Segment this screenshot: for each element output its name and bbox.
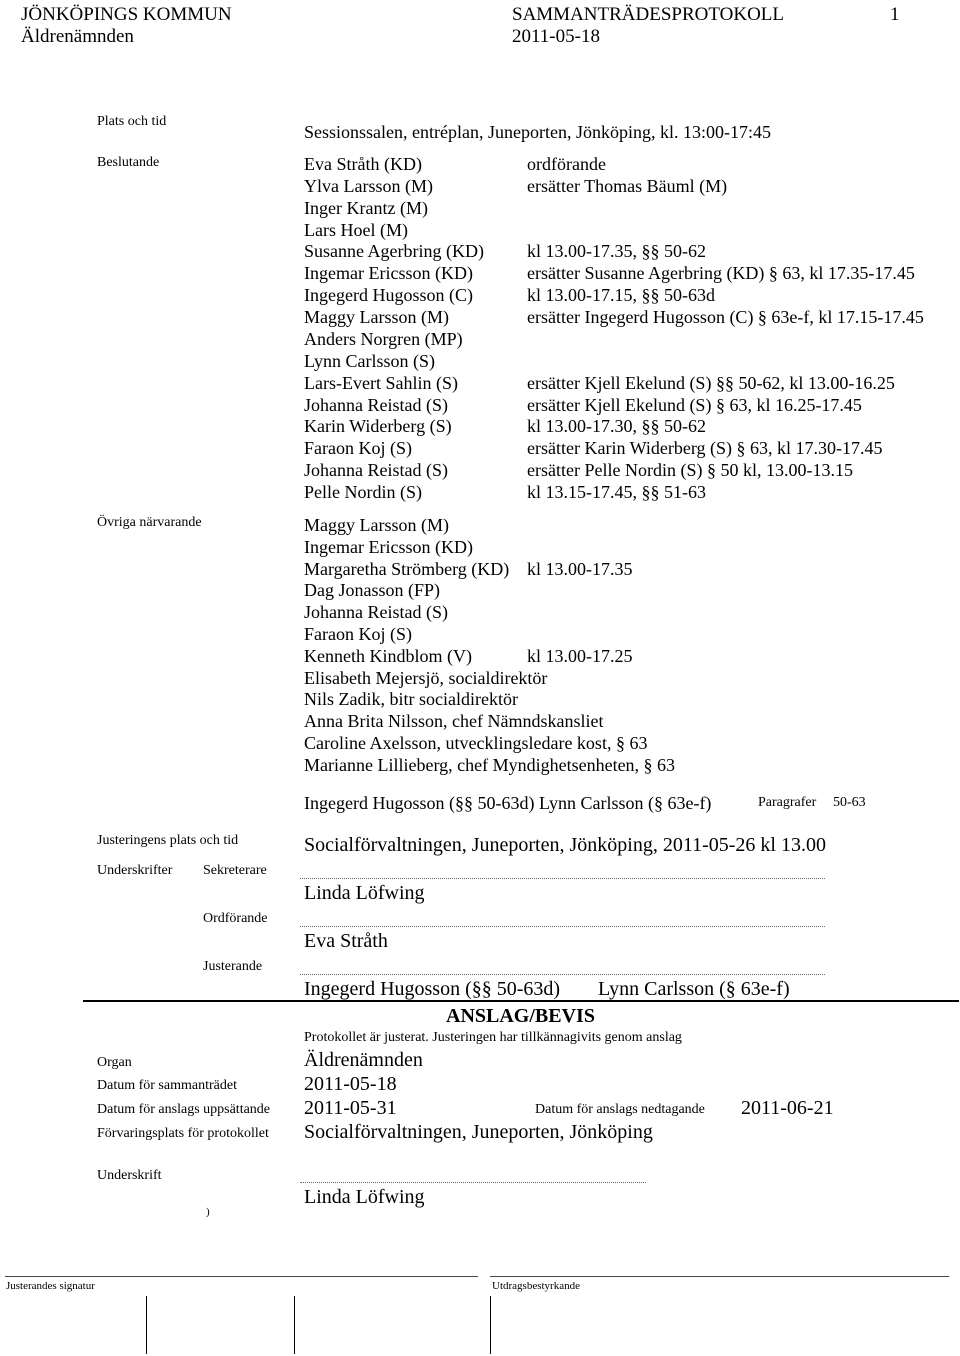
utdragsbestyrkande-label: Utdragsbestyrkande	[492, 1280, 580, 1292]
anslag-statement: Protokollet är justerat. Justeringen har tillkännagivits genom anslag	[304, 1030, 682, 1045]
underskrift-name: Linda Löfwing	[304, 1186, 425, 1208]
sekreterare-label: Sekreterare	[203, 863, 267, 878]
ovriga-member-name: Margaretha Strömberg (KD)	[304, 558, 510, 579]
anslag-title: ANSLAG/BEVIS	[446, 1005, 595, 1027]
stray-mark: )	[206, 1206, 210, 1218]
beslutande-member-note: kl 13.00-17.35, §§ 50-62	[527, 241, 706, 262]
justerande-name-2: Lynn Carlsson (§ 63e-f)	[598, 978, 790, 1000]
ovriga-member-name: Ingemar Ericsson (KD)	[304, 536, 473, 557]
ovriga-member-name: Maggy Larsson (M)	[304, 515, 449, 535]
beslutande-member-name: Karin Widerberg (S)	[304, 416, 452, 437]
underskrifter-label: Underskrifter	[97, 863, 173, 878]
organ-label: Organ	[97, 1055, 132, 1070]
ovriga-member-name: Kenneth Kindblom (V)	[304, 645, 472, 666]
beslutande-member-name: Ingegerd Hugosson (C)	[304, 285, 473, 306]
beslutande-member-name: Faraon Koj (S)	[304, 438, 412, 459]
beslutande-member-note: ersätter Karin Widerberg (S) § 63, kl 17.30-17.45	[527, 438, 883, 459]
paragrafer-value: 50-63	[833, 795, 866, 810]
ovriga-member-note: kl 13.00-17.25	[527, 645, 633, 666]
ovriga-label: Övriga närvarande	[97, 515, 202, 530]
uppsattande-value: 2011-05-31	[304, 1097, 397, 1119]
nedtagande-value: 2011-06-21	[741, 1097, 834, 1119]
beslutande-member-name: Inger Krantz (M)	[304, 197, 428, 218]
beslutande-member-name: Lars Hoel (M)	[304, 219, 408, 240]
page-number: 1	[890, 4, 900, 25]
ovriga-member-name: Faraon Koj (S)	[304, 624, 412, 644]
beslutande-member-note: ersätter Thomas Bäuml (M)	[527, 175, 728, 196]
organ-value: Äldrenämnden	[304, 1049, 423, 1071]
beslutande-member-name: Lars-Evert Sahlin (S)	[304, 372, 458, 393]
place-time-value: Sessionssalen, entréplan, Juneporten, Jönköping, kl. 13:00-17:45	[304, 122, 771, 142]
ovriga-member-name: Elisabeth Mejersjö, socialdirektör	[304, 667, 548, 688]
beslutande-member-name: Johanna Reistad (S)	[304, 460, 448, 481]
sekreterare-signature-line	[300, 878, 825, 879]
ordforande-name: Eva Stråth	[304, 930, 388, 952]
justerandes-signatur-label: Justerandes signatur	[6, 1280, 95, 1292]
ovriga-member-name: Dag Jonasson (FP)	[304, 580, 441, 601]
ovriga-member-name: Johanna Reistad (S)	[304, 602, 448, 623]
justerande-label: Justerande	[203, 959, 263, 974]
ovriga-member-name: Nils Zadik, bitr socialdirektör	[304, 689, 518, 710]
beslutande-member-name: Lynn Carlsson (S)	[304, 350, 436, 371]
beslutande-member-name: Maggy Larsson (M)	[304, 307, 449, 328]
forvaring-value: Socialförvaltningen, Juneporten, Jönköping	[304, 1121, 653, 1143]
ordforande-label: Ordförande	[203, 911, 268, 926]
ovriga-member-name: Marianne Lillieberg, chef Myndighetsenheten, § 63	[304, 754, 676, 775]
beslutande-member-note: ersätter Kjell Ekelund (S) § 63, kl 16.25-17.45	[527, 394, 862, 415]
nedtagande-label: Datum för anslags nedtagande	[535, 1102, 705, 1117]
sekreterare-name: Linda Löfwing	[304, 882, 425, 904]
doc-date: 2011-05-18	[512, 26, 600, 47]
signature-box-divider-3	[490, 1296, 491, 1354]
justerande-name-1: Ingegerd Hugosson (§§ 50-63d)	[304, 978, 561, 1000]
doc-type: SAMMANTRÄDESPROTOKOLL	[512, 4, 785, 25]
signature-box-divider-1	[146, 1296, 147, 1354]
beslutande-member-note: ersätter Kjell Ekelund (S) §§ 50-62, kl 13.00-16.25	[527, 372, 895, 393]
justerande-signature-line	[300, 974, 825, 975]
section-divider	[83, 1000, 959, 1002]
beslutande-member-note: ersätter Susanne Agerbring (KD) § 63, kl 17.35-17.45	[527, 263, 915, 284]
org-name: JÖNKÖPINGS KOMMUN	[21, 4, 232, 25]
justering-label: Justeringens plats och tid	[97, 833, 239, 848]
beslutande-member-name: Pelle Nordin (S)	[304, 482, 422, 503]
beslutande-member-note: kl 13.15-17.45, §§ 51-63	[527, 482, 706, 503]
beslutande-label: Beslutande	[97, 155, 160, 170]
footer-line-left	[5, 1276, 478, 1277]
utses-text: Ingegerd Hugosson (§§ 50-63d) Lynn Carlsson (§ 63e-f)	[304, 793, 712, 813]
beslutande-member-note: ersätter Ingegerd Hugosson (C) § 63e-f, kl 17.15-17.45	[527, 307, 924, 328]
underskrift-label: Underskrift	[97, 1168, 162, 1183]
footer-line-right	[490, 1276, 949, 1277]
ordforande-signature-line	[300, 926, 825, 927]
paragrafer-label: Paragrafer	[758, 795, 817, 810]
beslutande-member-note: ordförande	[527, 154, 606, 174]
ovriga-member-name: Caroline Axelsson, utvecklingsledare kost, § 63	[304, 733, 648, 753]
signature-box-divider-2	[294, 1296, 295, 1354]
beslutande-member-note: kl 13.00-17.30, §§ 50-62	[527, 416, 706, 437]
beslutande-member-name: Susanne Agerbring (KD)	[304, 241, 484, 262]
justering-value: Socialförvaltningen, Juneporten, Jönköping, 2011-05-26 kl 13.00	[304, 834, 826, 856]
forvaring-label: Förvaringsplats för protokollet	[97, 1126, 269, 1141]
beslutande-member-note: kl 13.00-17.15, §§ 50-63d	[527, 285, 715, 306]
ovriga-member-note: kl 13.00-17.35	[527, 558, 633, 579]
board-name: Äldrenämnden	[21, 26, 134, 47]
beslutande-member-name: Anders Norgren (MP)	[304, 328, 463, 349]
beslutande-member-name: Ylva Larsson (M)	[304, 175, 433, 196]
beslutande-member-name: Ingemar Ericsson (KD)	[304, 263, 473, 284]
beslutande-member-name: Johanna Reistad (S)	[304, 394, 448, 415]
beslutande-member-name: Eva Stråth (KD)	[304, 154, 422, 174]
uppsattande-label: Datum för anslags uppsättande	[97, 1102, 271, 1117]
datum-label: Datum för sammanträdet	[97, 1078, 237, 1093]
datum-value: 2011-05-18	[304, 1073, 397, 1095]
ovriga-member-name: Anna Brita Nilsson, chef Nämndskansliet	[304, 711, 604, 732]
place-time-label: Plats och tid	[97, 114, 167, 129]
beslutande-member-note: ersätter Pelle Nordin (S) § 50 kl, 13.00-13.15	[527, 460, 853, 481]
underskrift-signature-line	[300, 1182, 646, 1183]
